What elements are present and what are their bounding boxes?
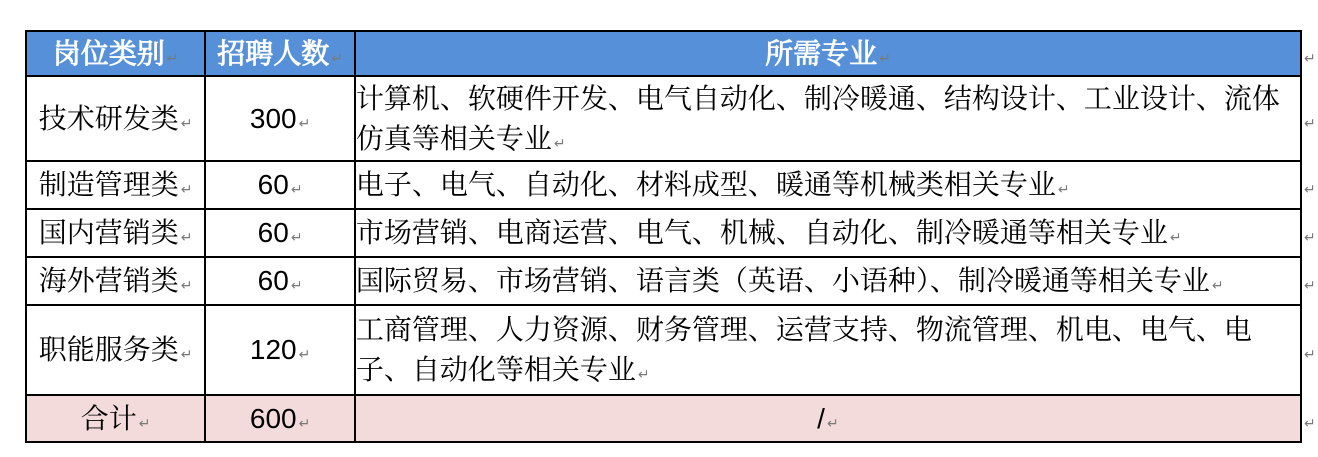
count-value: 60: [257, 217, 289, 249]
row-end-gutter: [1301, 31, 1317, 76]
majors-text: 工商管理、人力资源、财务管理、运营支持、物流管理、机电、电气、电子、自动化等相关专业: [355, 314, 1252, 385]
total-majors-placeholder: /: [817, 402, 825, 434]
table-row-functional-services: [26, 305, 1317, 395]
majors-cell: [355, 76, 1301, 161]
row-end-mark-icon: ↵: [1303, 414, 1316, 431]
cell-end-mark-icon: ↵: [298, 114, 311, 131]
total-count-value: 600: [249, 402, 297, 434]
majors-text: 国际贸易、市场营销、语言类（英语、小语种）、制冷暖通等相关专业: [355, 265, 1210, 297]
count-value: 120: [249, 334, 297, 366]
total-label: 合计: [80, 402, 137, 434]
category-cell: [26, 305, 205, 395]
row-end-gutter: [1301, 395, 1317, 442]
majors-cell: [355, 209, 1301, 257]
cell-end-mark-icon: ↵: [166, 49, 179, 66]
cell-end-mark-icon: ↵: [637, 366, 650, 382]
category-cell: [26, 209, 205, 257]
category-cell: [26, 76, 205, 161]
table-header-row: [26, 31, 1317, 76]
document-page: [25, 30, 1318, 443]
majors-cell: [355, 161, 1301, 209]
count-cell: [205, 209, 355, 257]
table-row-tech-rd: [26, 76, 1317, 161]
majors-cell: [355, 305, 1301, 395]
table-row-domestic-marketing: [26, 209, 1317, 257]
total-majors-cell: [355, 395, 1301, 442]
total-count-cell: [205, 395, 355, 442]
row-end-mark-icon: ↵: [1303, 181, 1316, 198]
category-cell: [26, 257, 205, 305]
cell-end-mark-icon: ↵: [879, 49, 891, 66]
row-end-gutter: [1301, 305, 1317, 395]
count-cell: [205, 257, 355, 305]
row-end-mark-icon: ↵: [1303, 346, 1316, 363]
cell-end-mark-icon: ↵: [180, 114, 193, 131]
category-label: 海外营销类: [38, 265, 179, 297]
count-value: 60: [257, 265, 289, 297]
majors-text: 计算机、软硬件开发、电气自动化、制冷暖通、结构设计、工业设计、流体仿真等相关专业: [355, 82, 1280, 154]
majors-text: 市场营销、电商运营、电气、机械、自动化、制冷暖通等相关专业: [355, 217, 1168, 249]
row-end-gutter: [1301, 161, 1317, 209]
cell-end-mark-icon: ↵: [180, 181, 193, 198]
majors-cell: [355, 257, 1301, 305]
count-value: 300: [249, 102, 297, 134]
header-category-label: 岗位类别: [52, 37, 165, 69]
row-end-mark-icon: ↵: [1303, 229, 1316, 246]
cell-end-mark-icon: ↵: [1169, 229, 1182, 246]
category-label: 制造管理类: [38, 169, 179, 201]
row-end-gutter: [1301, 257, 1317, 305]
recruitment-table: [25, 30, 1318, 443]
header-majors-label: 所需专业: [765, 37, 878, 69]
category-cell: [26, 161, 205, 209]
category-label: 职能服务类: [38, 334, 179, 366]
count-cell: [205, 161, 355, 209]
row-end-mark-icon: ↵: [1303, 277, 1316, 294]
category-label: 国内营销类: [38, 217, 179, 249]
table-row-manufacturing: [26, 161, 1317, 209]
cell-end-mark-icon: ↵: [298, 346, 311, 363]
count-cell: [205, 76, 355, 161]
cell-end-mark-icon: ↵: [180, 346, 193, 363]
cell-end-mark-icon: ↵: [1211, 277, 1224, 294]
row-end-gutter: [1301, 76, 1317, 161]
header-cell-count: [205, 31, 355, 76]
row-end-mark-icon: ↵: [1303, 114, 1316, 131]
table-row-overseas-marketing: [26, 257, 1317, 305]
cell-end-mark-icon: ↵: [180, 277, 193, 294]
header-count-label: 招聘人数: [217, 37, 330, 69]
majors-text: 电子、电气、自动化、材料成型、暖通等机械类相关专业: [355, 169, 1056, 201]
category-label: 技术研发类: [38, 102, 179, 134]
count-cell: [205, 305, 355, 395]
cell-end-mark-icon: ↵: [290, 229, 303, 246]
cell-end-mark-icon: ↵: [1057, 181, 1070, 198]
row-end-mark-icon: ↵: [1303, 49, 1316, 66]
cell-end-mark-icon: ↵: [298, 414, 311, 431]
row-end-gutter: [1301, 209, 1317, 257]
count-value: 60: [257, 169, 289, 201]
cell-end-mark-icon: ↵: [331, 49, 343, 66]
header-cell-majors: [355, 31, 1301, 76]
cell-end-mark-icon: ↵: [553, 134, 566, 151]
cell-end-mark-icon: ↵: [138, 414, 151, 431]
cell-end-mark-icon: ↵: [290, 181, 303, 198]
cell-end-mark-icon: ↵: [826, 414, 839, 431]
table-footer-row-total: [26, 395, 1317, 442]
header-cell-category: [26, 31, 205, 76]
cell-end-mark-icon: ↵: [180, 229, 193, 246]
cell-end-mark-icon: ↵: [290, 277, 303, 294]
total-label-cell: [26, 395, 205, 442]
